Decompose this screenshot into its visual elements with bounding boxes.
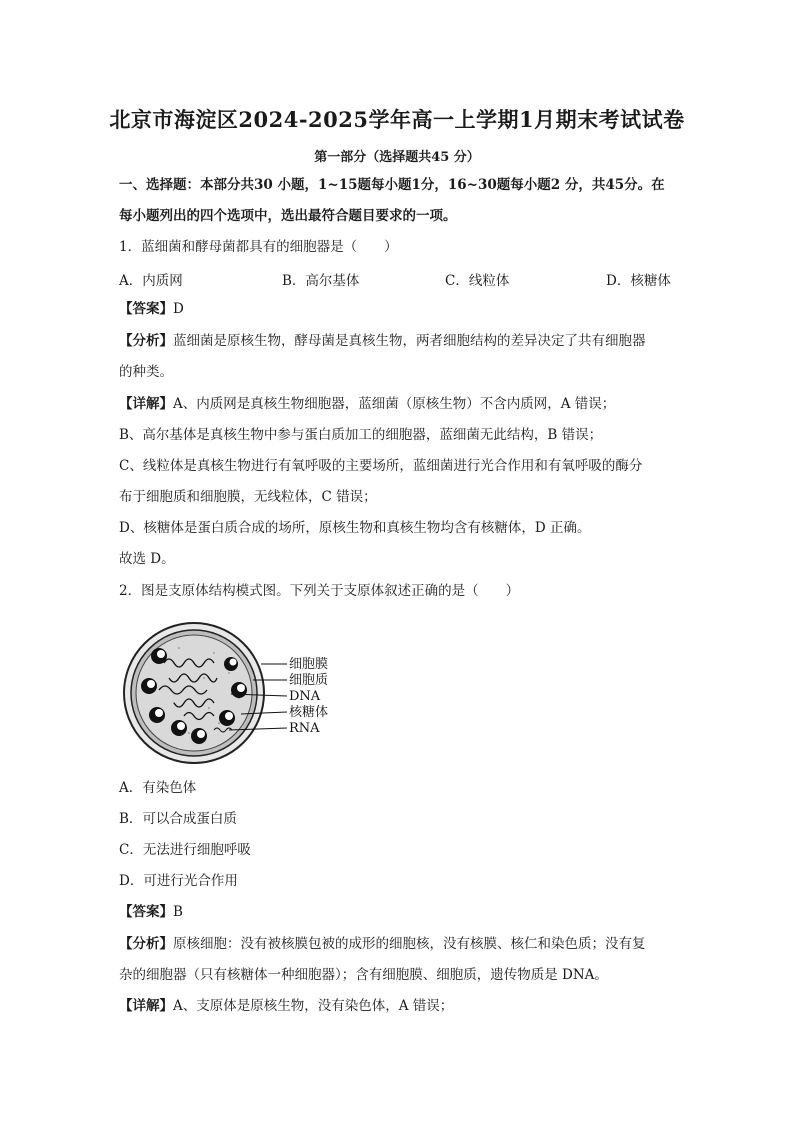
q2-option-d: D．可进行光合作用 <box>119 873 238 889</box>
q2-detail-line-1: 【详解】A、支原体是原核生物，没有染色体，A 错误； <box>119 998 454 1014</box>
q2-analysis-line-1: 【分析】原核细胞：没有被核膜包被的成形的细胞核，没有核膜、核仁和染色质；没有复 <box>119 936 646 952</box>
page-title: 北京市海淀区2024-2025学年高一上学期1月期末考试试卷 <box>109 107 685 132</box>
q1-option-a: A．内质网 <box>119 273 183 289</box>
q2-option-c: C．无法进行细胞呼吸 <box>119 842 251 858</box>
q1-analysis-line-2: 的种类。 <box>119 364 173 380</box>
label-rna: RNA <box>289 721 320 736</box>
q1-option-d: D．核糖体 <box>606 273 671 289</box>
q1-answer: 【答案】D <box>119 301 184 317</box>
label-cytoplasm: 细胞质 <box>289 673 329 688</box>
q1-option-b: B．高尔基体 <box>282 273 360 289</box>
q1-option-c: C．线粒体 <box>445 273 510 289</box>
q1-stem: 1．蓝细菌和酵母菌都具有的细胞器是（ ） <box>119 239 398 255</box>
q1-detail-line-5: D、核糖体是蛋白质合成的场所，原核生物和真核生物均含有核糖体，D 正确。 <box>119 520 591 536</box>
instructions-line-2: 每小题列出的四个选项中，选出最符合题目要求的一项。 <box>119 208 457 224</box>
mycoplasma-structure-diagram <box>119 618 349 768</box>
label-cell-membrane: 细胞膜 <box>289 657 329 672</box>
q2-option-b: B．可以合成蛋白质 <box>119 811 237 827</box>
q1-detail-line-2: B、高尔基体是真核生物中参与蛋白质加工的细胞器，蓝细菌无此结构，B 错误； <box>119 427 603 443</box>
instructions-line-1: 一、选择题：本部分共30 小题，1~15题每小题1分，16~30题每小题2 分，共45分。在 <box>119 177 665 193</box>
section-subtitle: 第一部分（选择题共45 分） <box>314 150 480 165</box>
q1-analysis-line-1: 【分析】蓝细菌是原核生物，酵母菌是真核生物，两者细胞结构的差异决定了共有细胞器 <box>119 333 646 349</box>
q1-detail-line-1: 【详解】A、内质网是真核生物细胞器，蓝细菌（原核生物）不含内质网，A 错误； <box>119 396 616 412</box>
q1-detail-line-6: 故选 D。 <box>119 551 175 567</box>
q2-stem: 2．图是支原体结构模式图。下列关于支原体叙述正确的是（ ） <box>119 583 520 599</box>
q1-detail-line-3: C、线粒体是真核生物进行有氧呼吸的主要场所，蓝细菌进行光合作用和有氧呼吸的酶分 <box>119 458 643 474</box>
mycoplasma-svg <box>119 618 349 768</box>
q2-answer: 【答案】B <box>119 904 183 920</box>
q2-analysis-line-2: 杂的细胞器（只有核糖体一种细胞器）；含有细胞膜、细胞质，遗传物质是 DNA。 <box>119 967 608 983</box>
label-dna: DNA <box>289 689 321 704</box>
label-ribosome: 核糖体 <box>289 705 329 720</box>
q2-option-a: A．有染色体 <box>119 780 197 796</box>
q1-detail-line-4: 布于细胞质和细胞膜，无线粒体，C 错误； <box>119 489 377 505</box>
